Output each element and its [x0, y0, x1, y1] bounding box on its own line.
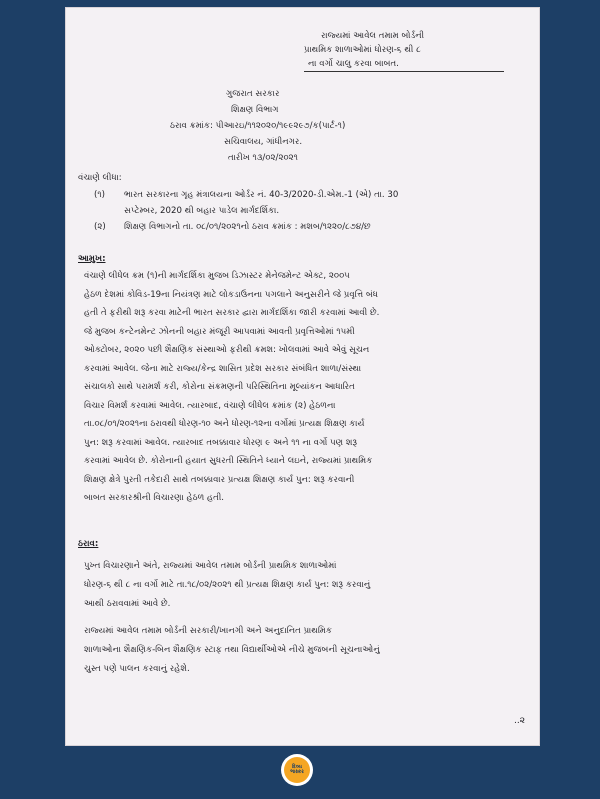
resolution-line: રાજ્યમાં આવેલ તમામ બોર્ડની સરકારી/ખાનગી અને અનુદાનિત પ્રાથમિક — [84, 626, 332, 636]
resolution-heading: ઠરાવ: — [78, 539, 99, 549]
document-page — [66, 8, 539, 745]
preamble-line: હેઠળ દેશમાં કોવિડ-19ના નિયંત્રણ માટે લોકડાઉનના પગલાને અનુસરીને જે પ્રવૃત્તિ બંધ — [84, 289, 379, 300]
preamble-line: હતી તે ફરીથી શરૂ કરવા માટેની ભારત સરકાર દ્વારા માર્ગદર્શિકા જારી કરવામાં આવી છે. — [84, 308, 380, 318]
read-item-number: (૨) — [94, 222, 106, 232]
preamble-line: સંચાલકો સાથે પરામર્શ કરી, કોરોના સંક્રમણની પરિસ્થિતિના મૂલ્યાંકન આધારિત — [84, 382, 355, 392]
preamble-heading: આમુખ: — [78, 254, 106, 264]
preamble-line: ઓક્ટોબર, ૨૦૨૦ પછી શૈક્ષણિક સંસ્થાઓ ફરીથી ક્રમશ: ખોલવામાં આવે એવું સૂચન — [84, 345, 370, 355]
resolution-line: ચુસ્ત પણે પાલન કરવાનું રહેશે. — [84, 664, 190, 674]
preamble-paragraph — [84, 270, 522, 511]
read-item-text: ભારત સરકારના ગૃહ મંત્રાલયના ઓર્ડર નં. 40-3/2020-ડી.એમ.-1 (એ) તા. 30 — [124, 190, 399, 200]
resolution-paragraph — [84, 625, 522, 682]
preamble-line: પુન: શરૂ કરવામાં આવેલ. ત્યારબાદ તબક્કાવાર ધોરણ ૯ અને ૧૧ ના વર્ગો પણ શરૂ — [84, 437, 358, 448]
read-item-number: (૧) — [94, 190, 105, 200]
page-number: ..૨ — [513, 716, 525, 726]
resolution-line: આથી ઠરાવવામાં આવે છે. — [84, 599, 171, 609]
preamble-line: જે મુજબ કન્ટેનમેન્ટ ઝોનની બહાર મંજૂરી આપવામાં આવતી પ્રવૃત્તિઓમાં ૧૫મી — [84, 326, 355, 337]
preamble-line: વિચાર વિમર્શ કરવામાં આવેલ. ત્યારબાદ, વંચાણે લીધેલ ક્રમાંક (૨) હેઠળના — [84, 400, 336, 411]
resolution-line: શાળાઓના શૈક્ષણિક-બિન શૈક્ષણિક સ્ટાફ તથા વિદ્યાર્થીઓએ નીચે મુજબની સૂચનાઓનું — [84, 645, 380, 655]
resolution-line: પુખ્ત વિચારણાને અંતે, રાજ્યમાં આવેલ તમામ બોર્ડની પ્રાથમિક શાળાઓમાં — [84, 561, 337, 571]
logo-text: ભાસ્કર — [290, 769, 304, 775]
place: સચિવાલય, ગાંધીનગર. — [224, 137, 303, 147]
government-name: ગુજરાત સરકાર — [226, 89, 280, 99]
read-item-text: સપ્ટેમ્બર, 2020 થી બહાર પાડેલ માર્ગદર્શિકા. — [124, 206, 280, 216]
preamble-line: કરવામાં આવેલ છે. કોરોનાની હયાત સુધરતી સ્થિતિને ધ્યાને લઇને, રાજ્યમાં પ્રાથમિક — [84, 456, 373, 466]
read-item-text: શિક્ષણ વિભાગનો તા. ૦૮/૦૧/૨૦૨૧નો ઠરાવ ક્રમાંક : મશબ/૧૨૨૦/૮૭૪/છ — [124, 222, 371, 232]
preamble-line: શિક્ષણ ક્ષેત્રે પુરતી તકેદારી સાથે તબક્કાવાર પ્રત્યક્ષ શિક્ષણ કાર્ય પુન: શરૂ કરવાની — [84, 474, 355, 485]
preamble-line: કરવામાં આવેલ. જેના માટે રાજ્ય/કેન્દ્ર શાસિત પ્રદેશ સરકાર સંબંધિત શાળા/સંસ્થા — [84, 363, 362, 374]
subject-underline — [304, 71, 504, 72]
department-name: શિક્ષણ વિભાગ — [231, 105, 279, 115]
divya-bhaskar-logo-icon — [281, 754, 313, 786]
logo-badge — [284, 757, 310, 783]
logo-text: દિવ્ય — [292, 763, 302, 770]
resolution-number: ઠરાવ ક્રમાંક: પીઆરઇ/૧૧૨૦૨૦/૧૯૯૨૯૭/ક(પાર્ટ-૧) — [170, 121, 346, 131]
subject-line-1: રાજ્યમાં આવેલ તમામ બોર્ડની — [321, 31, 425, 41]
preamble-line: વંચાણે લીધેલ ક્રમ (૧)ની માર્ગદર્શિકા મુજબ ડિઝાસ્ટર મેનેજમેન્ટ એક્ટ, ૨૦૦૫ — [84, 271, 350, 281]
resolution-line: ધોરણ-૬ થી ૮ ના વર્ગો માટે તા.૧૮/૦૨/૨૦૨૧ થી પ્રત્યક્ષ શિક્ષણ કાર્ય પુન: શરૂ કરવાનું — [84, 580, 371, 590]
preamble-line: બાબત સરકારશ્રીની વિચારણા હેઠળ હતી. — [84, 493, 225, 503]
subject-line-3: ના વર્ગો ચાલુ કરવા બાબત. — [308, 59, 399, 69]
resolution-paragraph — [84, 560, 522, 617]
date: તારીખ ૧૩/૦૨/૨૦૨૧ — [228, 153, 298, 163]
subject-line-2: પ્રાથમિક શાળાઓમાં ધોરણ-૬ થી ૮ — [304, 45, 421, 55]
read-heading: વંચાણે લીધા: — [78, 173, 122, 183]
preamble-line: તા.૦૮/૦૧/૨૦૨૧ના ઠરાવથી ધોરણ-૧૦ અને ધોરણ-૧૨ના વર્ગોમાં પ્રત્યક્ષ શિક્ષણ કાર્ય — [84, 419, 365, 429]
